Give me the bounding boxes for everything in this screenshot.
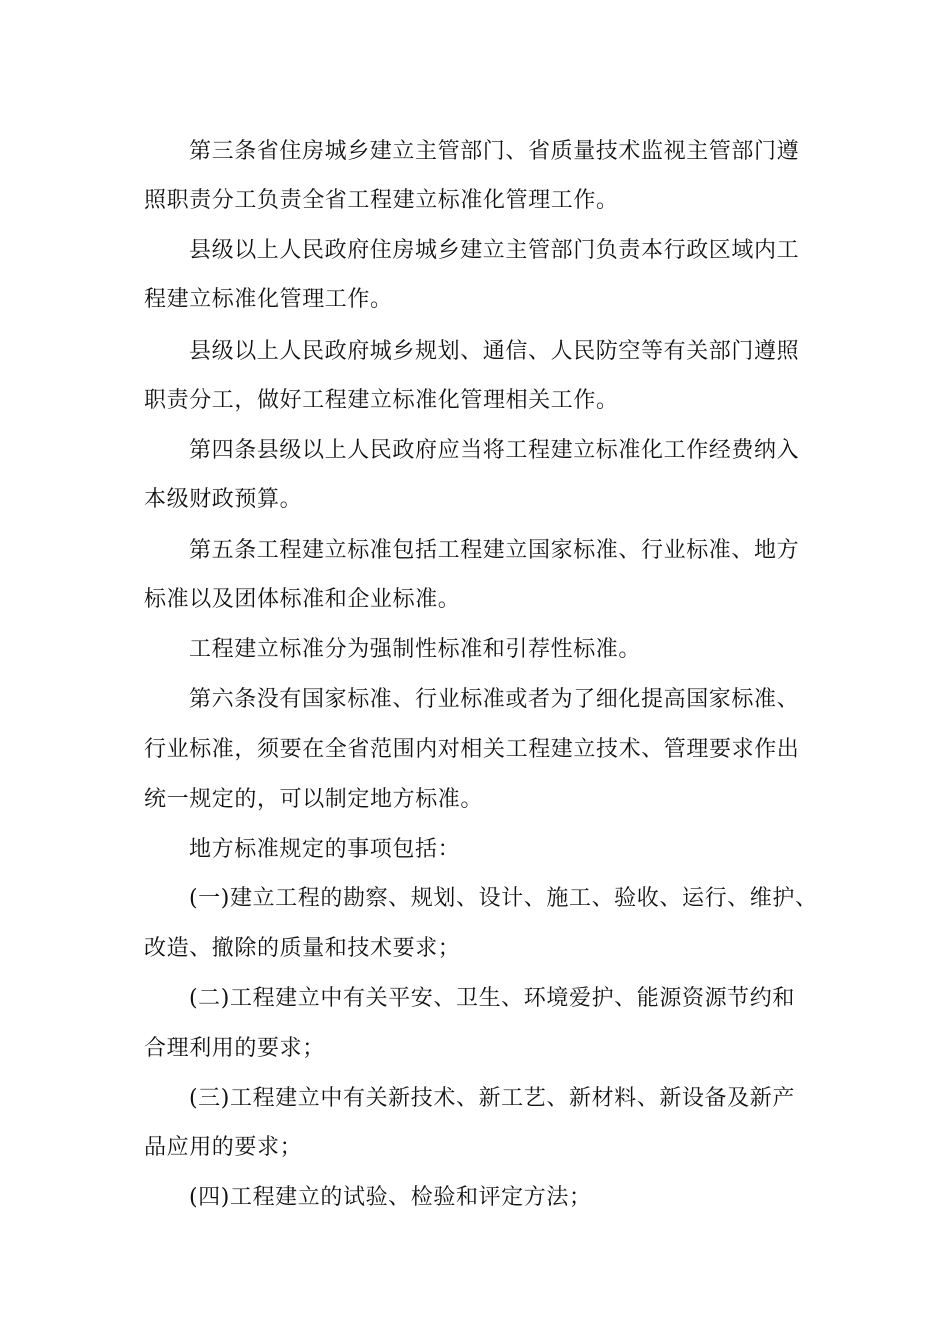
article-3-line-1: 第三条省住房城乡建立主管部门、省质量技术监视主管部门遵 bbox=[189, 139, 800, 164]
article-6-line-2: 行业标准，须要在全省范围内对相关工程建立技术、管理要求作出 bbox=[144, 737, 800, 762]
local-standards-intro-line: 地方标准规定的事项包括： bbox=[189, 837, 461, 862]
article-4-line-2: 本级财政预算。 bbox=[144, 487, 303, 512]
article-5-line-1: 第五条工程建立标准包括工程建立国家标准、行业标准、地方 bbox=[189, 538, 800, 563]
county-paragraph-2-line-1: 县级以上人民政府城乡规划、通信、人民防空等有关部门遵照 bbox=[189, 339, 800, 364]
article-4-line-1: 第四条县级以上人民政府应当将工程建立标准化工作经费纳入 bbox=[189, 438, 800, 463]
item-1-line-1: (一)建立工程的勘察、规划、设计、施工、验收、运行、维护、 bbox=[189, 886, 818, 911]
county-paragraph-1-line-2: 程建立标准化管理工作。 bbox=[144, 287, 393, 312]
item-3-line-2: 品应用的要求； bbox=[144, 1135, 303, 1160]
article-5-line-2: 标准以及团体标准和企业标准。 bbox=[144, 587, 461, 612]
item-4-line-1: (四)工程建立的试验、检验和评定方法； bbox=[189, 1185, 592, 1210]
article-3-line-2: 照职责分工负责全省工程建立标准化管理工作。 bbox=[144, 188, 619, 213]
item-1-line-2: 改造、撤除的质量和技术要求； bbox=[144, 936, 461, 961]
standards-classification-line: 工程建立标准分为强制性标准和引荐性标准。 bbox=[189, 637, 642, 662]
item-2-line-1: (二)工程建立中有关平安、卫生、环境爱护、能源资源节约和 bbox=[189, 986, 795, 1011]
item-3-line-1: (三)工程建立中有关新技术、新工艺、新材料、新设备及新产 bbox=[189, 1086, 795, 1111]
article-6-line-3: 统一规定的，可以制定地方标准。 bbox=[144, 787, 484, 812]
county-paragraph-2-line-2: 职责分工，做好工程建立标准化管理相关工作。 bbox=[144, 388, 619, 413]
item-2-line-2: 合理利用的要求； bbox=[144, 1036, 325, 1061]
article-6-line-1: 第六条没有国家标准、行业标准或者为了细化提高国家标准、 bbox=[189, 687, 800, 712]
county-paragraph-1-line-1: 县级以上人民政府住房城乡建立主管部门负责本行政区域内工 bbox=[189, 238, 800, 263]
